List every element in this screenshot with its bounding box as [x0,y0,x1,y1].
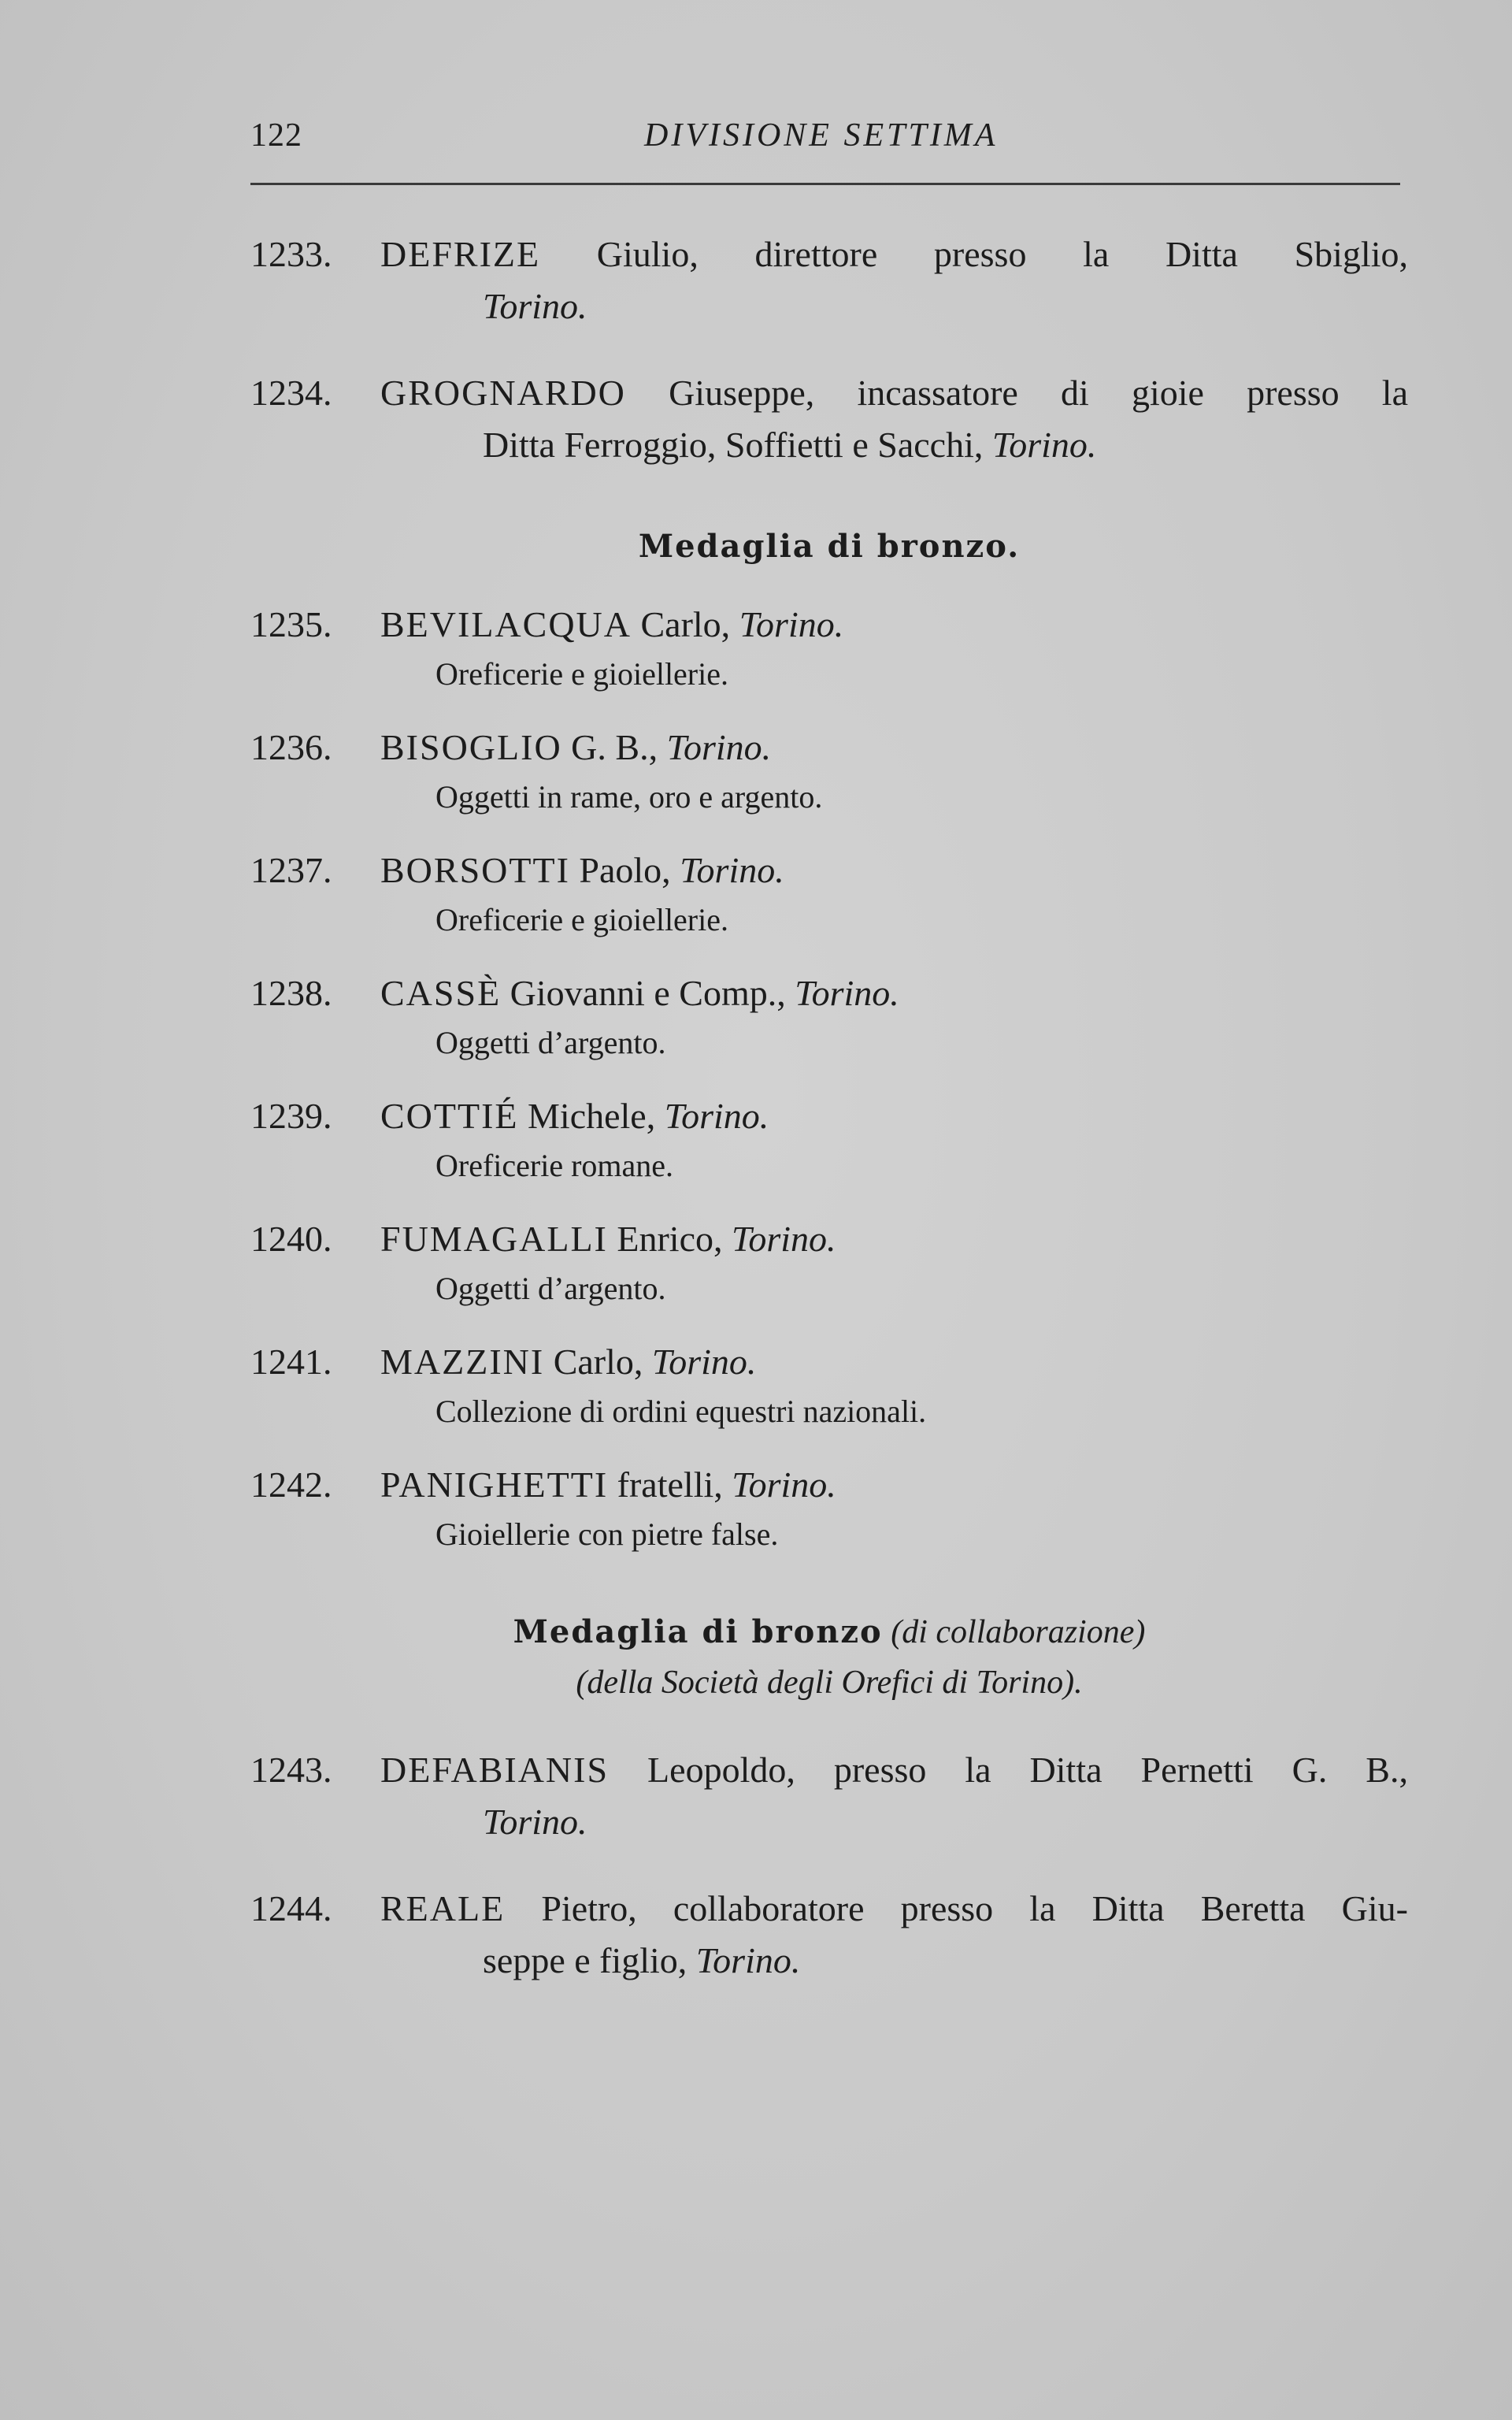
entry-text: Carlo, [544,1342,652,1382]
entry-line-2 [250,419,1408,471]
entry-name: MAZZINI [380,1342,545,1382]
entry-text: fratelli, [608,1464,732,1505]
entry-line [250,722,1408,774]
entry-1243 [250,1744,1408,1848]
entry-number: 1241. [250,1342,332,1382]
entry-city: Torino. [739,604,844,644]
entry-description: Gioiellerie con pietre false. [435,1516,779,1552]
entry-number: 1237. [250,850,332,890]
entry-number: 1244. [250,1888,332,1928]
entry-name: CASSÈ [380,973,502,1013]
entry-line [250,967,1408,1019]
page-number: 122 [250,117,302,154]
entry-city: Torino. [666,727,772,767]
page-header [250,117,1400,164]
entry-text: seppe e figlio, [483,1940,696,1980]
entry-description: Oreficerie e gioiellerie. [435,656,728,692]
entry-number: 1233. [250,234,332,274]
entry-name: DEFABIANIS [380,1750,610,1790]
entry-text: Carlo, [631,604,739,644]
entry-name: BEVILACQUA [380,604,632,644]
entry-text: Giuseppe, incassatore di gioie presso la [625,373,1408,413]
entry-city: Torino. [732,1464,836,1505]
entry-number: 1234. [250,373,332,413]
entry-1235 [250,599,1408,698]
entry-1240 [250,1213,1408,1312]
entry-line [250,1090,1408,1142]
entry-text: Enrico, [607,1219,732,1259]
entry-number: 1243. [250,1750,332,1790]
entry-description: Collezione di ordini equestri nazionali. [435,1394,927,1429]
section-title: Medaglia di bronzo. [638,528,1021,565]
section-heading [250,521,1408,572]
entry-city: Torino. [991,425,1097,465]
entry-city: Torino. [795,973,899,1013]
entry-number: 1240. [250,1219,332,1259]
entry-city: Torino. [483,286,587,326]
entry-city: Torino. [680,850,784,890]
entry-line [250,1459,1408,1511]
entry-1237 [250,844,1408,944]
entry-1238 [250,967,1408,1067]
entry-line [250,367,1408,419]
entry-city: Torino. [651,1342,757,1382]
entry-name: FUMAGALLI [380,1219,608,1259]
entry-name: BORSOTTI [380,850,570,890]
entry-description: Oreficerie romane. [435,1148,674,1183]
running-head: DIVISIONE SETTIMA [644,117,999,154]
entry-1244 [250,1883,1408,1987]
entry-city: Torino. [664,1096,769,1136]
entry-1234 [250,367,1408,471]
entry-1242 [250,1459,1408,1558]
entry-description: Oggetti in rame, oro e argento. [435,779,823,815]
entry-description: Oreficerie e gioiellerie. [435,902,728,937]
entry-number: 1239. [250,1096,332,1136]
page-content [250,228,1408,1987]
entry-line [250,1336,1408,1388]
entry-name: DEFRIZE [380,234,541,274]
entry-city: Torino. [695,1940,801,1980]
entry-number: 1235. [250,604,332,644]
entry-name: BISOGLIO [380,727,562,767]
entry-line [250,1213,1408,1265]
entry-line [250,228,1408,280]
entry-number: 1236. [250,727,332,767]
entry-name: COTTIÉ [380,1096,519,1136]
entry-name: GROGNARDO [380,373,626,413]
entry-text: Ditta Ferroggio, Soffietti e Sacchi, [483,425,992,465]
header-rule [250,183,1400,185]
entry-text: Paolo, [569,850,680,890]
entry-text: Giulio, direttore presso la Ditta Sbiglio, [540,234,1408,274]
entry-line [250,1744,1408,1796]
section-heading-collaboration [250,1607,1408,1657]
entry-1241 [250,1336,1408,1435]
section-title: Medaglia di bronzo [513,1613,883,1650]
entry-1233 [250,228,1408,332]
entry-line [250,1883,1408,1935]
entry-line [250,599,1408,651]
entry-city: Torino. [732,1219,836,1259]
entry-text: G. B., [561,727,667,767]
entry-description: Oggetti d’argento. [435,1025,666,1060]
entry-name: PANIGHETTI [380,1464,609,1505]
entry-text: Leopoldo, presso la Ditta Pernetti G. B., [609,1750,1408,1790]
entry-name: REALE [380,1888,506,1928]
section-subtitle: (della Società degli Orefici di Torino). [576,1665,1083,1701]
section-title-italic: (di collaborazione) [882,1614,1146,1650]
entry-text: Michele, [518,1096,665,1136]
entry-line [250,844,1408,896]
entry-number: 1242. [250,1464,332,1505]
entry-number: 1238. [250,973,332,1013]
entry-line-2 [250,1935,1408,1987]
entry-text: Pietro, collaboratore presso la Ditta Beretta Giu- [505,1888,1408,1928]
entry-text: Giovanni e Comp., [501,973,795,1013]
entry-1236 [250,722,1408,821]
entry-description: Oggetti d’argento. [435,1271,666,1306]
entry-city: Torino. [483,1802,587,1842]
entry-1239 [250,1090,1408,1190]
